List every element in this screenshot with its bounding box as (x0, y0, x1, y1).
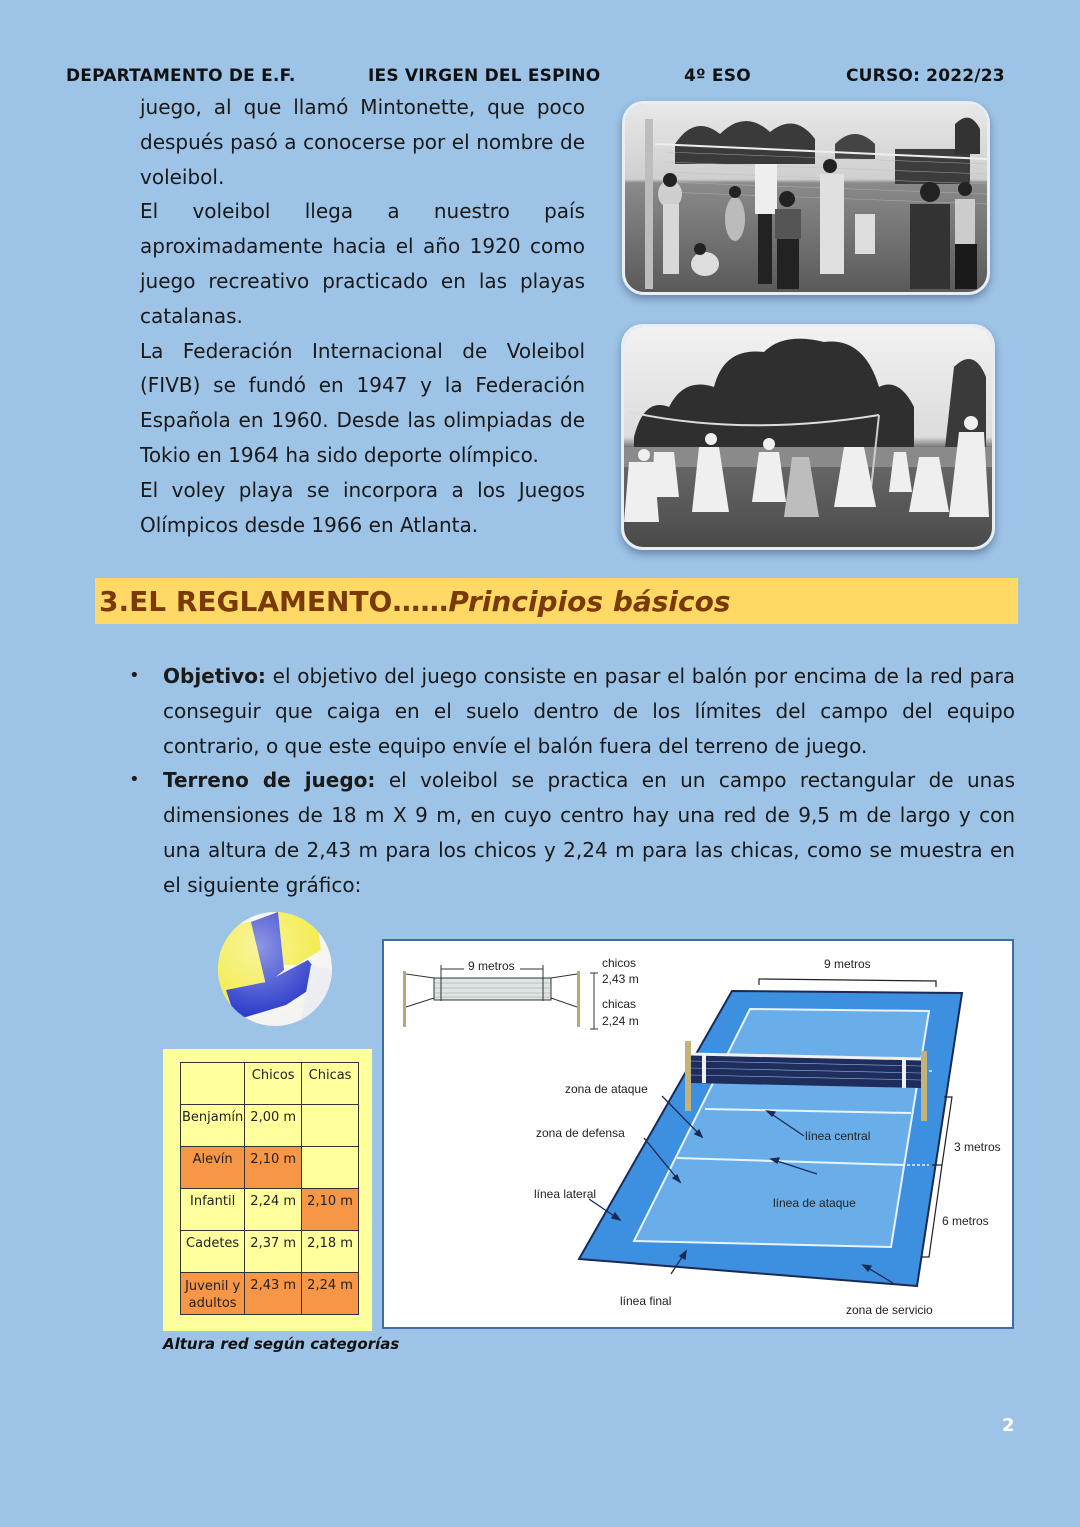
linea-final-label: línea final (620, 1294, 672, 1308)
chicas-cell (302, 1147, 359, 1189)
chicas-cell: 2,18 m (302, 1231, 359, 1273)
table-header-cell (181, 1063, 245, 1105)
court-width-label: 9 metros (824, 957, 871, 971)
linea-central-label: línea central (805, 1129, 871, 1143)
volleyball-image (216, 910, 334, 1028)
linea-lateral-label: línea lateral (534, 1187, 597, 1201)
chicos-cell: 2,24 m (245, 1189, 302, 1231)
historic-volleyball-women-photo (621, 324, 995, 550)
table-row (181, 1231, 359, 1273)
category-cell: Infantil (181, 1189, 245, 1231)
chicas-cell: 2,10 m (302, 1189, 359, 1231)
tres-metros-label: 3 metros (954, 1140, 1001, 1154)
chicas-height-label: 2,24 m (602, 1014, 639, 1028)
historic-volleyball-men-photo (622, 101, 990, 295)
intro-paragraph: juego, al que llamó Mintonette, que poco después pasó a conocerse por el nombre de voleibol. (140, 95, 585, 189)
category-cell: Alevín (181, 1147, 245, 1189)
zona-defensa-label: zona de defensa (536, 1126, 625, 1140)
table-row (181, 1105, 359, 1147)
section-heading (95, 578, 1018, 624)
bullet-icon: • (129, 769, 140, 791)
rules-list (125, 659, 1015, 903)
table-header-cell: Chicas (302, 1063, 359, 1105)
table-header-cell: Chicos (245, 1063, 302, 1105)
seis-metros-label: 6 metros (942, 1214, 989, 1228)
header-grade: 4º ESO (684, 66, 751, 86)
chicos-cell: 2,37 m (245, 1231, 302, 1273)
category-cell: Benjamín (181, 1105, 245, 1147)
intro-paragraph: El voleibol llega a nuestro país aproximadamente hacia el año 1920 como juego recreativo practicado en las playas catalanas. (140, 199, 585, 328)
zona-ataque-label: zona de ataque (565, 1082, 648, 1096)
chicos-cell: 2,43 m (245, 1273, 302, 1315)
category-cell: Juvenil y adultos (181, 1273, 245, 1315)
page-header (66, 66, 1006, 88)
net-height-table-panel (163, 1049, 372, 1331)
bullet-text: el objetivo del juego consiste en pasar el balón por encima de la red para conseguir que caiga en el suelo dentro de los límites del campo del equipo contrario, o que este equipo envíe el balón fuera del terreno de juego. (163, 664, 1015, 758)
table-row (181, 1147, 359, 1189)
bullet-text: el voleibol se practica en un campo rectangular de unas dimensiones de 18 m X 9 m, en cuyo centro hay una red de 9,5 m de largo y con una altura de 2,43 m para los chicos y 2,24 m para las chicas, como se muestra en el siguiente gráfico: (163, 768, 1016, 897)
table-row (181, 1273, 359, 1315)
chicos-cell: 2,10 m (245, 1147, 302, 1189)
chicos-height-label: 2,43 m (602, 972, 639, 986)
intro-paragraph: El voley playa se incorpora a los Juegos Olímpicos desde 1966 en Atlanta. (140, 477, 585, 537)
net-width-label: 9 metros (468, 959, 515, 973)
section-title: 3.EL REGLAMENTO…… (99, 584, 449, 618)
header-course: CURSO: 2022/23 (846, 66, 1005, 86)
bullet-icon: • (129, 665, 140, 686)
net-height-table (180, 1062, 359, 1315)
header-school: IES VIRGEN DEL ESPINO (368, 66, 601, 86)
chicos-label: chicos (602, 956, 637, 970)
page-number: 2 (1002, 1415, 1015, 1436)
chicas-cell (302, 1105, 359, 1147)
linea-ataque-label: línea de ataque (773, 1196, 856, 1210)
intro-text (140, 90, 585, 542)
chicas-cell: 2,24 m (302, 1273, 359, 1315)
table-row (181, 1189, 359, 1231)
chicos-cell: 2,00 m (245, 1105, 302, 1147)
bullet-term: Terreno de juego: (163, 768, 376, 793)
court-diagram (382, 939, 1014, 1329)
bullet-term: Objetivo: (163, 664, 266, 688)
chicas-label: chicas (602, 997, 637, 1011)
intro-paragraph: La Federación Internacional de Voleibol (FIVB) se fundó en 1947 y la Federación Española en 1960. Desde las olimpiadas de Tokio en 1964 ha sido deporte olímpico. (140, 338, 585, 467)
list-item-objetivo (125, 659, 1015, 763)
header-department: DEPARTAMENTO DE E.F. (66, 66, 296, 86)
section-subtitle: Principios básicos (448, 584, 731, 618)
category-cell: Cadetes (181, 1231, 245, 1273)
net-side-view (403, 965, 598, 1029)
list-item-terreno (125, 763, 1015, 902)
zona-servicio-label: zona de servicio (846, 1303, 933, 1317)
table-header-row (181, 1063, 359, 1105)
table-caption: Altura red según categorías (163, 1335, 400, 1353)
